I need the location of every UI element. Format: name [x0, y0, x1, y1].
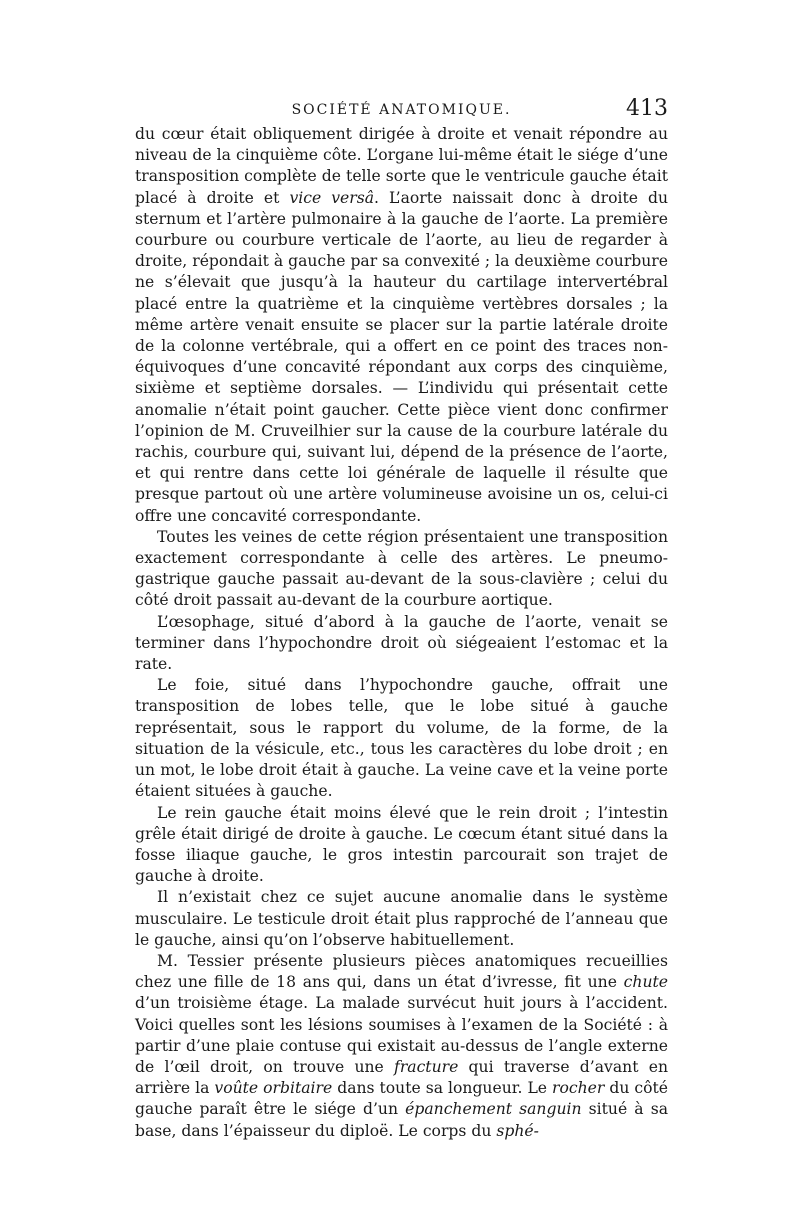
page-number: 413	[626, 96, 668, 121]
text-run: M. Tessier présente plusieurs pièces anatomiques recueillies chez une fille de 18 ans qui, dans un état d’ivresse, fit une	[135, 951, 668, 992]
text-run: . L’aorte naissait donc à droite du sternum et l’artère pulmonaire à la gauche de l’aorte. La première courbure ou courbure verticale de l’aorte, au lieu de regarder à droite, répondait à gauche par sa convexité ; la deuxième courbure ne s’élevait que jusqu’à la hauteur du cartilage intervertébral placé entre la quatrième et la cinquième vertèbres dorsales ; la même artère venait ensuite se placer sur la partie latérale droite de la colonne vertébrale, qui a offert en ce point des traces non-équivoques d’une concavité répondant aux corps des cinquième, sixième et septième dorsales. — L’individu qui présentait cette anomalie n’était point gaucher. Cette pièce vient donc confirmer l’opinion de M. Cruveilhier sur la cause de la courbure latérale du rachis, courbure qui, suivant lui, dépend de la présence de l’aorte, et qui rentre dans cette loi générale de laquelle il résulte que presque partout où une artère volumineuse avoisine un os, celui-ci offre une concavité correspondante.	[135, 188, 668, 525]
paragraph	[135, 527, 668, 612]
paragraph	[135, 887, 668, 951]
italic-run: voûte orbitaire	[214, 1079, 333, 1098]
text-run: situé à sa base, dans l’épaisseur du diploë. Le corps du	[135, 1100, 668, 1140]
text-run: dans toute sa longueur. Le	[332, 1079, 553, 1098]
italic-run: fracture	[394, 1057, 459, 1076]
paragraph	[135, 803, 668, 888]
running-head: SOCIÉTÉ ANATOMIQUE.	[291, 102, 512, 118]
text-run: Toutes les veines de cette région présentaient une transposition exactement correspondante à celle des artères. Le pneumo-gastrique gauche passait au-devant de la sous-clavière ; celui du côté droit passait au-devant de la courbure aortique.	[135, 527, 668, 610]
italic-run: rocher	[552, 1079, 605, 1098]
text-run: du côté gauche paraît être le siége d’un	[135, 1079, 668, 1119]
text-run: qui traverse d’avant en arrière la	[135, 1057, 668, 1098]
text-run: L’œsophage, situé d’abord à la gauche de l’aorte, venait se terminer dans l’hypochondre droit où siégeaient l’estomac et la rate.	[135, 612, 668, 674]
italic-run: épanchement sanguin	[405, 1100, 582, 1119]
page-header	[135, 96, 668, 124]
text-run: Le foie, situé dans l’hypochondre gauche, offrait une transposition de lobes telle, que le lobe situé à gauche représentait, sous le rapport du volume, de la forme, de la situation de la vésicule, etc., tous les caractères du lobe droit ; en un mot, le lobe droit était à gauche. La veine cave et la veine porte étaient situées à gauche.	[135, 676, 668, 801]
text-run: du cœur était obliquement dirigée à droite et venait répondre au niveau de la cinquième côte. L’organe lui-même était le siége d’une transposition complète de telle sorte que le ventricule gauche était placé à droite et	[135, 125, 668, 207]
italic-run: vice versâ	[289, 188, 375, 207]
paragraph	[135, 951, 668, 1142]
text-run: d’un troisième étage. La malade survécut huit jours à l’accident. Voici quelles sont les lésions soumises à l’examen de la Société : à partir d’une plaie contuse qui existait au-dessus de l’angle externe de l’œil droit, on trouve une	[135, 994, 668, 1076]
italic-run: sphé-	[496, 1121, 539, 1140]
body-text	[135, 124, 668, 1142]
italic-run: chute	[623, 973, 668, 992]
paragraph	[135, 124, 668, 527]
paragraph	[135, 675, 668, 802]
paragraph	[135, 612, 668, 676]
text-run: Le rein gauche était moins élevé que le rein droit ; l’intestin grêle était dirigé de droite à gauche. Le cœcum étant situé dans la fosse iliaque gauche, le gros intestin parcourait son trajet de gauche à droite.	[135, 803, 668, 886]
text-run: Il n’existait chez ce sujet aucune anomalie dans le système musculaire. Le testicule droit était plus rapproché de l’anneau que le gauche, ainsi qu’on l’observe habituellement.	[135, 888, 668, 949]
